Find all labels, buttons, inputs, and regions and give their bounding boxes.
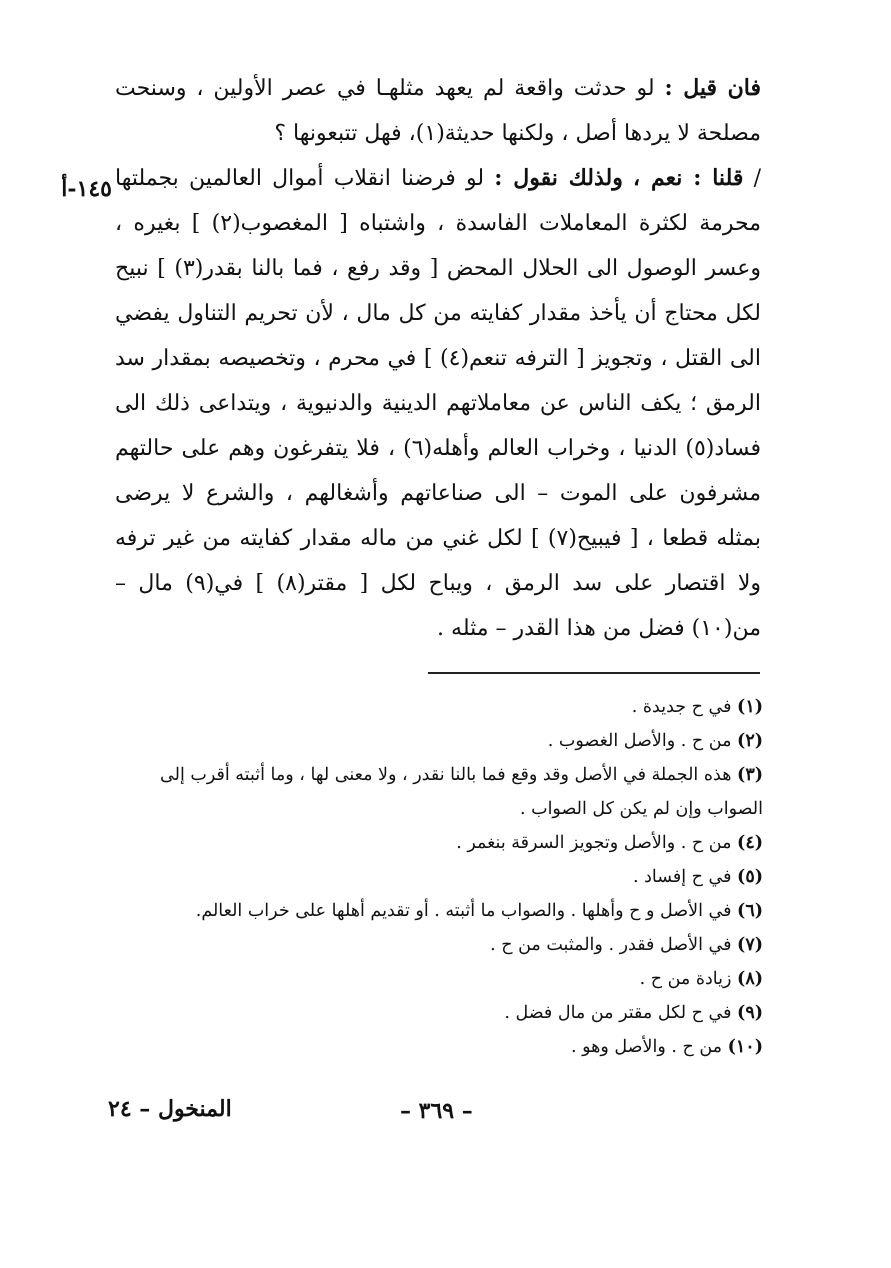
page-number: – ٣٦٩ – [400,1098,473,1124]
footnote-number: (٣) [737,765,763,785]
footnote-number: (١) [737,697,763,717]
main-text [115,66,761,651]
footnote-number: (٨) [737,969,763,989]
footnote [100,928,763,962]
footnote-text: هذه الجملة في الأصل وقد وقع فما بالنا نقدر ، ولا معنى لها ، وما أثبته أقرب إلى الصواب وإن لم يكن كل الصواب . [160,765,763,819]
para2-text: لو فرضنا انقلاب أموال العالمين بجملتها محرمة لكثرة المعاملات الفاسدة ، واشتباه [ المغصوب(٢) ] بغيره ، وعسر الوصول الى الحلال المحض [ وقد رفع ، فما بالنا بقدر(٣) ] نبيح لكل محتاج أن يأخذ مقدار كفايته من كل مال ، لأن تحريم التناول يفضي الى القتل ، وتجويز [ الترفه تنعم(٤) ] في محرم ، وتخصيصه بمقدار سد الرمق ؛ يكف الناس عن معاملاتهم الدينية والدنيوية ، ويتداعى ذلك الى فساد(٥) الدنيا ، وخراب العالم وأهله(٦) ، فلا يتفرغون وهم على حالتهم مشرفون على الموت – الى صناعاتهم وأشغالهم ، والشرع لا يرضى بمثله قطعا ، [ فيبيح(٧) ] لكل غني من ماله مقدار كفايته من غير ترفه ولا اقتصار على سد الرمق ، ويباح لكل [ مقتر(٨) ] في(٩) مال – من(١٠) فضل من هذا القدر – مثله . [115,166,762,641]
para2-lead2: ولذلك نقول : [494,165,623,191]
footnote-text: في ح جديدة . [631,697,732,717]
footnote-text: في الأصل و ح وأهلها . والصواب ما أثبته . أو تقديم أهلها على خراب العالم. [195,901,732,921]
footnote [100,1030,763,1064]
footnote-text: في ح إفساد . [632,867,732,887]
footnote-divider [428,672,760,674]
para2-slash: / [753,166,761,191]
footnote-number: (١٠) [727,1037,763,1057]
footnote-number: (٤) [737,833,763,853]
footnote-text: من ح . والأصل الغصوب . [547,731,732,751]
margin-folio-note: ١٤٥-أ [61,176,112,202]
para2-lead1: قلنا : نعم ، [633,165,744,191]
footnote-number: (٥) [737,867,763,887]
footnote [100,996,763,1030]
footnote-number: (٦) [737,901,763,921]
book-reference: المنخول – ٢٤ [108,1096,232,1122]
footnote [100,758,763,826]
footnote [100,894,763,928]
footnotes [100,690,763,1064]
footnote-text: من ح . والأصل وتجويز السرقة بنغمر . [456,833,732,853]
footnote-number: (٩) [737,1003,763,1023]
paragraph-1 [115,66,761,156]
footnote-text: في ح لكل مقتر من مال فضل . [504,1003,732,1023]
paragraph-2 [115,156,761,651]
footnote [100,690,763,724]
footnote-number: (٢) [737,731,763,751]
para1-text: لو حدثت واقعة لم يعهد مثلهـا في عصر الأولين ، وسنحت مصلحة لا يردها أصل ، ولكنها حديثة(١)، فهل تتبعونها ؟ [115,76,761,146]
footnote [100,826,763,860]
footnote [100,962,763,996]
para1-lead: فان قيل : [664,75,762,101]
footnote-text: من ح . والأصل وهو . [570,1037,723,1057]
footnote-number: (٧) [737,935,763,955]
footnote [100,724,763,758]
footnote [100,860,763,894]
footnote-text: زيادة من ح . [639,969,732,989]
footnote-text: في الأصل فقدر . والمثبت من ح . [490,935,732,955]
